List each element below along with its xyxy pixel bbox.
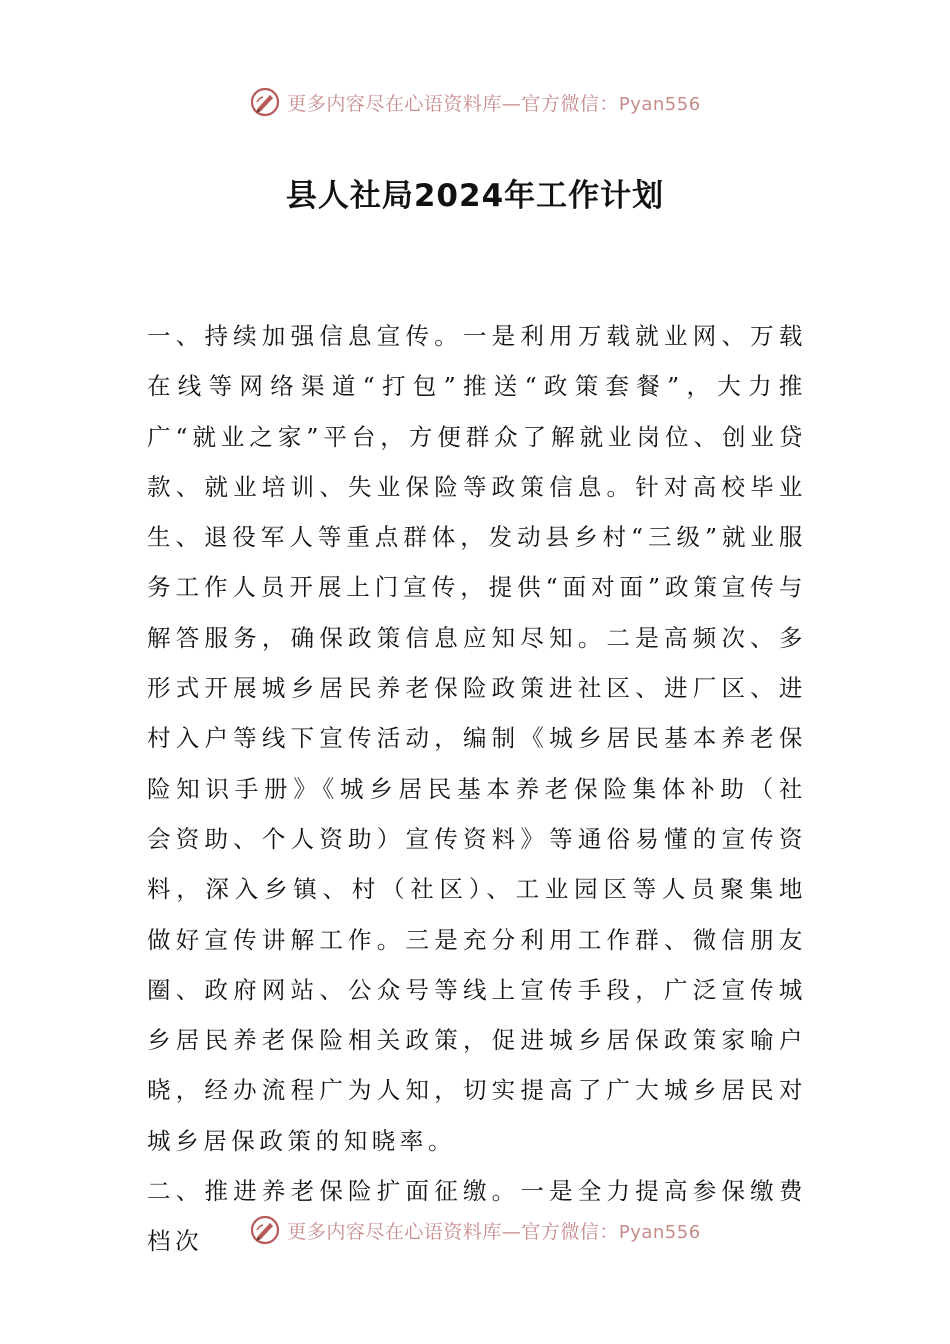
pen-logo-icon bbox=[249, 86, 281, 118]
paragraph: 一、持续加强信息宣传。一是利用万载就业网、万载在线等网络渠道“打包”推送“政策套餐”，大力推广“就业之家”平台，方便群众了解就业岗位、创业贷款、就业培训、失业保险等政策信息。针对高校毕业生、退役军人等重点群体，发动县乡村“三级”就业服务工作人员开展上门宣传，提供“面对面”政策宣传与解答服务，确保政策信息应知尽知。二是高频次、多形式开展城乡居民养老保险政策进社区、进厂区、进村入户等线下宣传活动，编制《城乡居民基本养老保险知识手册》《城乡居民基本养老保险集体补助（社会资助、个人资助）宣传资料》等通俗易懂的宣传资料，深入乡镇、村（社区）、工业园区等人员聚集地做好宣传讲解工作。三是充分利用工作群、微信朋友圈、政府网站、公众号等线上宣传手段，广泛宣传城乡居民养老保险相关政策，促进城乡居保政策家喻户晓，经办流程广为人知，切实提高了广大城乡居民对城乡居保政策的知晓率。 bbox=[147, 322, 807, 1155]
paragraph: 二、推进养老保险扩面征缴。一是全力提高参保缴费档次 bbox=[147, 1177, 807, 1256]
header-watermark bbox=[0, 82, 950, 122]
watermark-text: 更多内容尽在心语资料库—官方微信：Pyan556 bbox=[287, 92, 701, 115]
pen-logo-icon bbox=[249, 1214, 281, 1246]
footer-watermark bbox=[0, 1210, 950, 1250]
document-title: 县人社局2024年工作计划 bbox=[285, 178, 665, 214]
document-body bbox=[147, 311, 807, 1267]
watermark-text: 更多内容尽在心语资料库—官方微信：Pyan556 bbox=[287, 1220, 701, 1243]
